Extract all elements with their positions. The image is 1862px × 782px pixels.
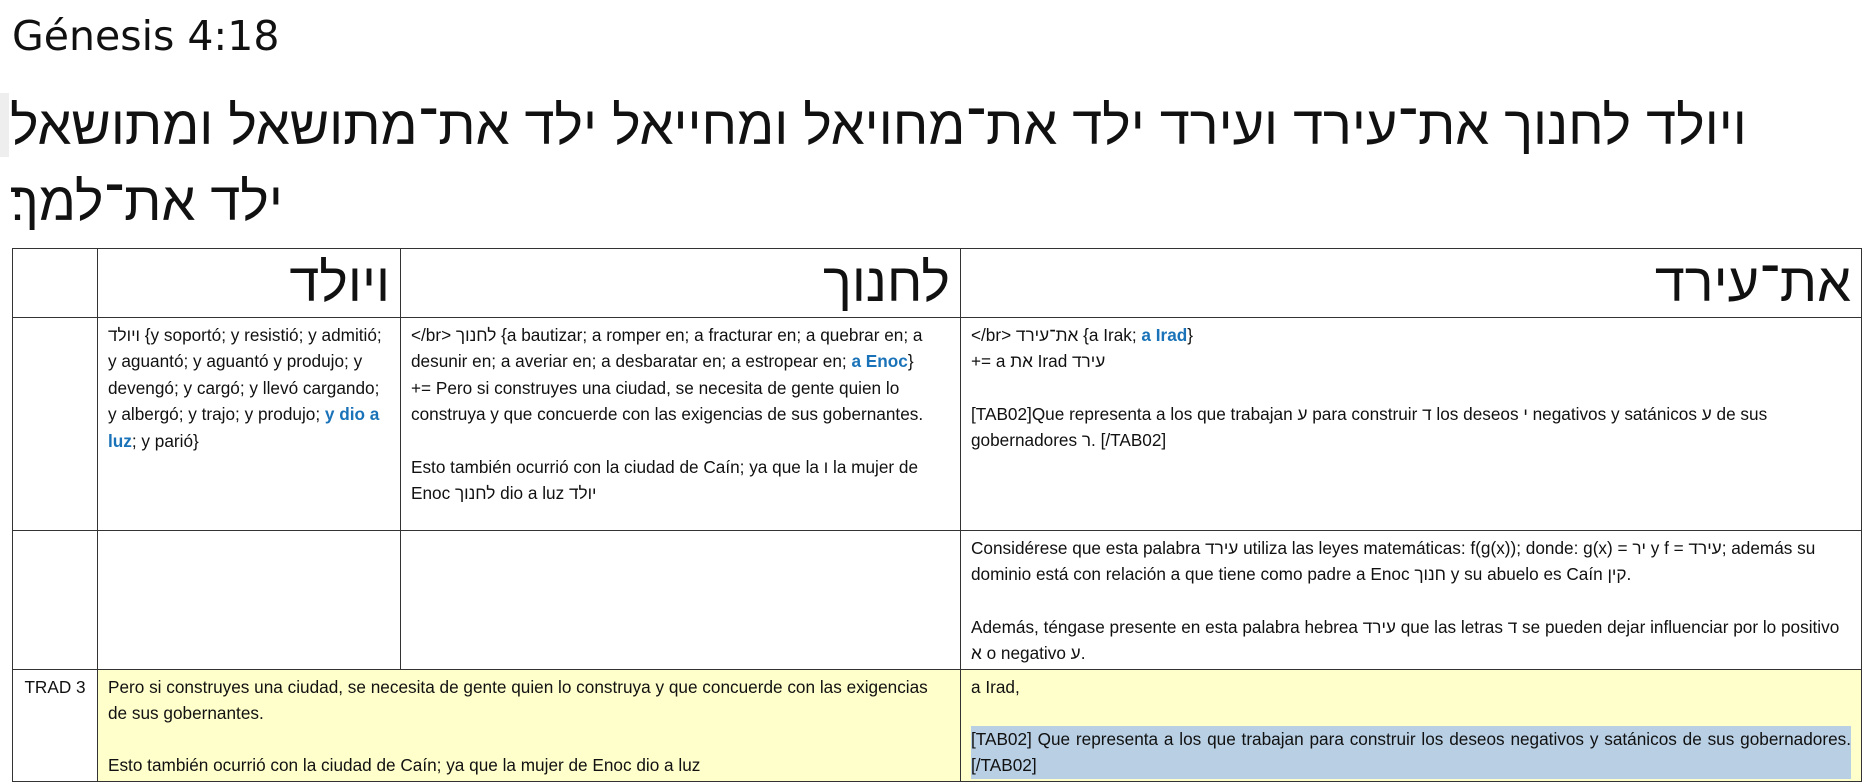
note-cell	[961, 531, 1862, 670]
trad-label: TRAD 3	[13, 669, 98, 781]
trad-left-paragraph-2: Esto también ocurrió con la ciudad de Caín; ya que la mujer de Enoc dio a luz	[108, 755, 701, 776]
note-paragraph-2: Además, téngase presente en esta palabra hebrea עירד que las letras ד se pueden dejar influenciar por lo positivo א o negativo ע.	[971, 616, 1840, 664]
gloss-lead: </br>	[411, 325, 456, 345]
gloss-text-end: }	[907, 351, 914, 372]
gloss-line-3: Esto también ocurrió con la ciudad de Caín; ya que la ו la mujer de Enoc לחנוך dio a luz יולד	[411, 456, 919, 504]
trad-left-paragraph-1: Pero si construyes una ciudad, se necesita de gente quien lo construya y que concuerde con las exigencias de sus gobernantes.	[108, 676, 928, 724]
gloss-line-2: += Pero si construyes una ciudad, se necesita de gente quien lo construya y que concuerde con las exigencias de sus gobernantes.	[411, 377, 924, 425]
gloss-highlight: a Enoc	[851, 351, 908, 372]
trad-right-paragraph-1: a Irad,	[971, 676, 1020, 697]
gloss-text-end: ; y parió}	[131, 430, 199, 451]
verse-marker	[0, 93, 9, 157]
table-row-note	[13, 531, 1862, 670]
gloss-text: {y soportó; y resistió; y admitió; y aguantó; y aguantó y produjo; y devengó; y cargó; y llevó cargando; y albergó; y trajo; y produjo;	[108, 325, 382, 425]
note-paragraph-1: Considérese que esta palabra עירד utiliza las leyes matemáticas: f(g(x)); donde: g(x) = יר y f = עירד; además su dominio está con relación a que tiene como padre a Enoc חנוך y su abuelo es Caín קין.	[971, 538, 1816, 585]
empty-cell	[13, 318, 98, 531]
gloss-line-2: += a את Irad עירד	[971, 351, 1106, 372]
table-row-gloss	[13, 318, 1862, 531]
table-row-words	[13, 249, 1862, 318]
gloss-lead: </br>	[971, 325, 1016, 345]
table-row-trad	[13, 669, 1862, 781]
gloss-hebrew: ויולד	[108, 325, 141, 345]
gloss-cell-1	[98, 318, 401, 531]
tab02-block: [TAB02] Que representa a los que trabajan para construir los deseos negativos y satánicos de sus gobernadores. [/TAB02]	[971, 726, 1851, 779]
empty-cell	[401, 531, 961, 670]
trad-right-cell	[961, 669, 1862, 781]
gloss-text-end: }	[1187, 325, 1194, 345]
interlinear-table	[12, 248, 1862, 782]
gloss-text: {a Irak;	[1078, 325, 1142, 345]
word-cell-1: ויולד	[98, 249, 401, 318]
empty-cell	[13, 531, 98, 670]
gloss-hebrew: את־עירד	[1015, 325, 1079, 345]
gloss-hebrew: לחנוך	[455, 325, 497, 345]
word-cell-2: לחנוך	[401, 249, 961, 318]
page-title: Génesis 4:18	[12, 12, 280, 60]
verse-hebrew-text: ויולד לחנוך את־עירד ועירד ילד את־מחויאל ומחייאל ילד את־מתושאל ומתושאל ילד את־למך׃	[10, 96, 1747, 232]
word-cell-3: את־עירד	[961, 249, 1862, 318]
gloss-highlight: a Irad	[1141, 325, 1188, 345]
empty-cell	[98, 531, 401, 670]
gloss-highlight: y dio a luz	[108, 404, 380, 451]
empty-cell	[13, 249, 98, 318]
gloss-cell-2	[401, 318, 961, 531]
trad-left-cell	[98, 669, 961, 781]
gloss-cell-3	[961, 318, 1862, 531]
gloss-text: {a bautizar; a romper en; a fracturar en; a quebrar en; a desunir en; a averiar en; a desbaratar en; a estropear en;	[411, 325, 923, 372]
gloss-line-3: [TAB02]Que representa a los que trabajan ע para construir ד los deseos י negativos y satánicos ע de sus gobernadores ר. [/TAB02]	[971, 403, 1768, 451]
